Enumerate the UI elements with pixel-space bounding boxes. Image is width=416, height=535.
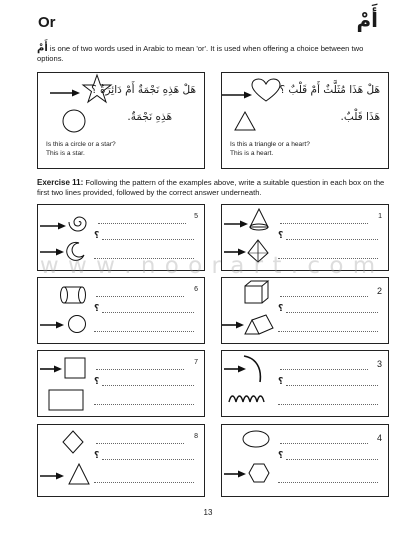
answer-line-3[interactable] <box>278 331 378 332</box>
example-question-english: Is this a circle or a star? <box>46 141 116 148</box>
prism-icon <box>244 314 274 336</box>
example-answer-arabic: هَذِهِ نَجْمَةٌ. <box>127 111 172 123</box>
exercise-box-7 <box>37 350 205 417</box>
heart-icon <box>252 79 280 103</box>
intro-text <box>37 44 387 64</box>
arrow-icon <box>224 470 246 478</box>
question-mark: ؟ <box>278 231 284 241</box>
answer-line-1[interactable] <box>280 369 368 370</box>
answer-line-1[interactable] <box>96 369 184 370</box>
answer-line-2[interactable] <box>102 239 194 240</box>
answer-line-2[interactable] <box>102 312 194 313</box>
page-title: Or <box>38 14 56 31</box>
answer-line-2[interactable] <box>102 385 194 386</box>
circle-icon <box>68 315 86 333</box>
answer-line-1[interactable] <box>280 443 368 444</box>
question-mark: ؟ <box>94 377 100 387</box>
wave-icon <box>228 393 268 405</box>
ellipse-icon <box>242 430 270 448</box>
exercise-box-8 <box>37 424 205 497</box>
question-mark: ؟ <box>278 451 284 461</box>
arrow-icon <box>40 472 64 480</box>
exercise-number: 3 <box>376 359 382 369</box>
example-box-left <box>37 72 205 169</box>
arc-icon <box>242 354 264 384</box>
arrow-icon <box>224 220 248 228</box>
answer-line-1[interactable] <box>96 443 184 444</box>
arrow-icon <box>50 89 80 97</box>
exercise-box-4 <box>221 424 389 497</box>
answer-line-2[interactable] <box>102 459 194 460</box>
answer-line-1[interactable] <box>98 223 186 224</box>
exercise-number: 1 <box>378 213 382 220</box>
answer-line-2[interactable] <box>286 385 378 386</box>
question-mark: ؟ <box>94 451 100 461</box>
circle-icon <box>62 109 86 133</box>
exercise-number: 5 <box>194 213 198 220</box>
exercise-box-6 <box>37 277 205 344</box>
diamond-icon <box>62 430 84 454</box>
cylinder-icon <box>60 284 86 306</box>
page-number: 13 <box>203 508 213 517</box>
triangle-icon <box>234 111 256 131</box>
exercise-number: 8 <box>194 433 198 440</box>
exercise-number: 6 <box>194 286 198 293</box>
exercise-label: Exercise 11: <box>37 178 84 187</box>
answer-line-2[interactable] <box>286 459 378 460</box>
exercise-number: 7 <box>194 359 198 366</box>
arrow-icon <box>222 321 244 329</box>
triangle-icon <box>68 463 90 485</box>
question-mark: ؟ <box>278 377 284 387</box>
answer-line-3[interactable] <box>94 482 194 483</box>
example-question-arabic: هَلْ هَذِهِ نَجْمَةٌ أَمْ دَائِرَةٌ ؟ <box>91 84 196 96</box>
example-question-english: Is this a triangle or a heart? <box>230 141 310 148</box>
answer-line-3[interactable] <box>94 331 194 332</box>
page-title-arabic: أَمْ <box>356 8 378 32</box>
rectangle-icon <box>48 389 84 411</box>
exercise-number: 2 <box>376 286 382 296</box>
arrow-icon <box>40 365 62 373</box>
intro-arabic-word: أَمْ <box>37 43 48 54</box>
watermark: w w w . n o o r a r t . c o m <box>39 253 377 279</box>
exercise-box-3 <box>221 350 389 417</box>
hexagon-icon <box>248 463 270 483</box>
answer-line-2[interactable] <box>286 239 378 240</box>
arrow-icon <box>40 222 66 230</box>
example-answer-arabic: هَذَا قَلْبٌ. <box>340 111 380 123</box>
answer-line-2[interactable] <box>286 312 378 313</box>
example-answer-english: This is a heart. <box>230 150 274 157</box>
example-question-arabic: هَلْ هَذَا مُثَلَّثٌ أَمْ قَلْبٌ ؟ <box>279 84 380 96</box>
example-box-right <box>221 72 389 169</box>
answer-line-3[interactable] <box>94 404 194 405</box>
exercise-number: 4 <box>376 433 382 443</box>
cone-icon <box>249 208 269 232</box>
question-mark: ؟ <box>278 304 284 314</box>
example-answer-english: This is a star. <box>46 150 85 157</box>
square-icon <box>64 357 86 379</box>
arrow-icon <box>40 321 64 329</box>
intro-description: is one of two words used in Arabic to mean 'or'. It is used when offering a choice between two options. <box>37 44 364 63</box>
answer-line-3[interactable] <box>278 404 378 405</box>
question-mark: ؟ <box>94 231 100 241</box>
exercise-instructions <box>37 178 387 198</box>
cube-icon <box>244 280 270 304</box>
spiral-icon <box>68 211 90 233</box>
answer-line-1[interactable] <box>280 223 368 224</box>
exercise-text: Following the pattern of the examples above, write a suitable question in each box on the first two lines provided, followed by the correct answer underneath. <box>37 178 385 197</box>
question-mark: ؟ <box>94 304 100 314</box>
answer-line-3[interactable] <box>278 482 378 483</box>
answer-line-1[interactable] <box>280 296 368 297</box>
arrow-icon <box>222 91 252 99</box>
answer-line-1[interactable] <box>96 296 184 297</box>
exercise-box-2 <box>221 277 389 344</box>
